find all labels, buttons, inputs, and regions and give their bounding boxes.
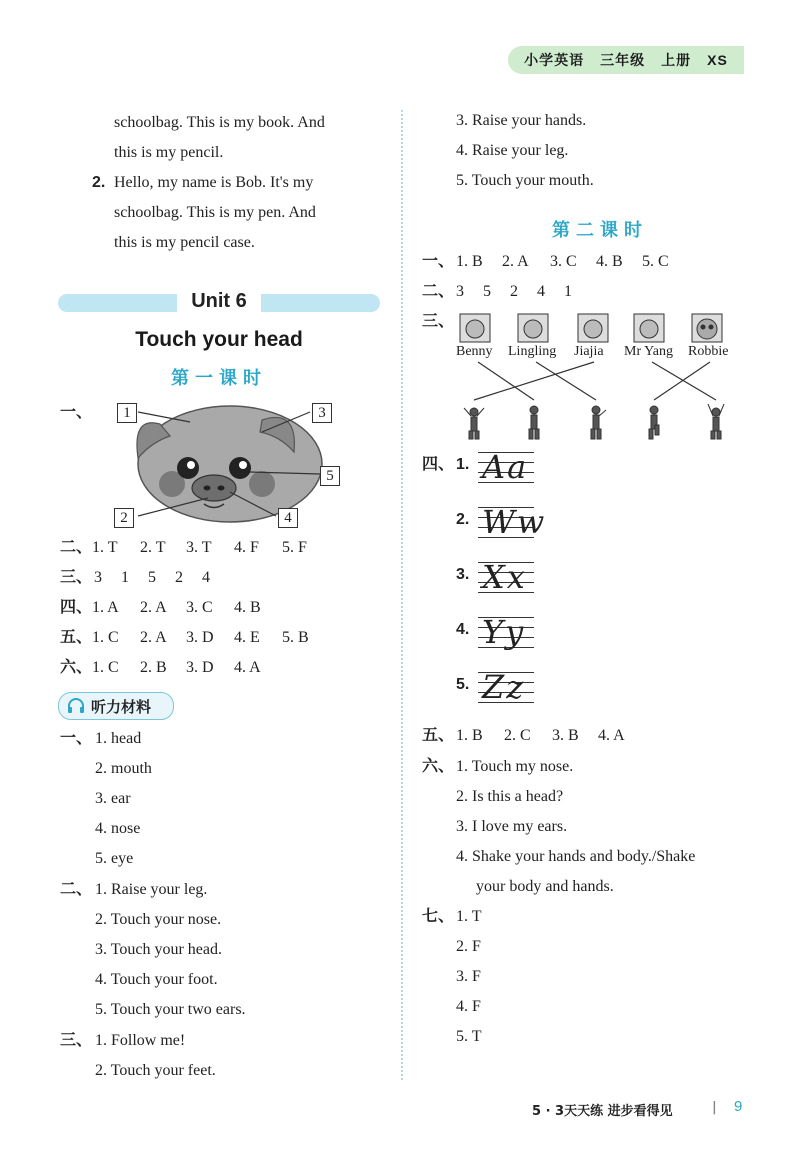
letter-guide bbox=[478, 503, 547, 541]
q6-item: 2. B bbox=[140, 659, 167, 676]
pig-label-5: 5 bbox=[320, 466, 340, 486]
pig-label-3: 3 bbox=[312, 403, 332, 423]
r-q1-item: 5. C bbox=[642, 253, 669, 270]
portrait-icon bbox=[578, 314, 608, 342]
name-mr-yang: Mr Yang bbox=[624, 344, 674, 359]
q4-item: 3. C bbox=[186, 599, 213, 616]
r-q7-line: 3. F bbox=[456, 968, 481, 985]
r-q6-label: 六、 bbox=[422, 758, 455, 775]
r-q4-label: 四、 bbox=[422, 456, 455, 473]
letter-text: Zz bbox=[482, 668, 526, 706]
q5-item: 1. C bbox=[92, 629, 119, 646]
listen-line: 1. Follow me! bbox=[95, 1032, 186, 1049]
listen-line: 4. Touch your foot. bbox=[95, 971, 218, 988]
listen-line: 3. ear bbox=[95, 790, 131, 807]
q3-item: 2 bbox=[175, 569, 183, 586]
r-q5-item: 4. A bbox=[598, 727, 625, 744]
r-q1-item: 3. C bbox=[550, 253, 577, 270]
r-q7-line: 4. F bbox=[456, 998, 481, 1015]
grade-label: 三年级 bbox=[600, 52, 646, 68]
q6-item: 4. A bbox=[234, 659, 261, 676]
portrait-icon bbox=[634, 314, 664, 342]
r-q6-line: 4. Shake your hands and body./Shake bbox=[456, 848, 696, 865]
figure-icon bbox=[649, 406, 659, 439]
listen-line: 4. nose bbox=[95, 820, 141, 837]
q2-item: 1. T bbox=[92, 539, 118, 556]
figure-icon bbox=[708, 404, 724, 439]
letter-guide bbox=[478, 668, 534, 706]
q5-label: 五、 bbox=[60, 629, 93, 646]
listen-line: 2. mouth bbox=[95, 760, 152, 777]
listen-1-label: 一、 bbox=[60, 730, 93, 747]
q6-item: 1. C bbox=[92, 659, 119, 676]
headphones-icon bbox=[67, 698, 85, 714]
letter-num: 1. bbox=[456, 456, 470, 473]
r-q2-item: 5 bbox=[483, 283, 491, 300]
q3-label: 三、 bbox=[60, 569, 93, 586]
r-q1-item: 1. B bbox=[456, 253, 483, 270]
unit-title: Unit 6 bbox=[58, 290, 380, 313]
r-q2-item: 1 bbox=[564, 283, 572, 300]
header-badge bbox=[508, 46, 744, 74]
letter-text: Xx bbox=[482, 558, 527, 596]
q5-item: 3. D bbox=[186, 629, 214, 646]
pig-illustration bbox=[112, 396, 342, 528]
robot-icon bbox=[692, 314, 722, 342]
listen-line: 5. eye bbox=[95, 850, 134, 867]
prev-line-4: schoolbag. This is my pen. And bbox=[114, 204, 316, 221]
footer-slogan: 5 · 3天天练 进步看得见 bbox=[532, 1104, 673, 1119]
q4-item: 4. B bbox=[234, 599, 261, 616]
q5-item: 2. A bbox=[140, 629, 167, 646]
r-q5-item: 1. B bbox=[456, 727, 483, 744]
people-names bbox=[456, 344, 746, 362]
volume-label: 上册 bbox=[661, 52, 692, 68]
q2-item: 4. F bbox=[234, 539, 259, 556]
letter-guide bbox=[478, 558, 534, 596]
prev-line-3: Hello, my name is Bob. It's my bbox=[114, 174, 314, 191]
r-q2-item: 2 bbox=[510, 283, 518, 300]
column-divider bbox=[401, 110, 403, 1080]
prev-line-5: this is my pencil case. bbox=[114, 234, 255, 251]
letter-text: Yy bbox=[482, 613, 526, 651]
r-q6-line: your body and hands. bbox=[476, 878, 614, 895]
unit-subtitle: Touch your head bbox=[135, 328, 303, 351]
r-q2-item: 3 bbox=[456, 283, 464, 300]
name-lingling: Lingling bbox=[508, 344, 557, 359]
lesson-1-heading: 第一课时 bbox=[171, 368, 267, 389]
q3-item: 3 bbox=[94, 569, 102, 586]
pig-label-2: 2 bbox=[114, 508, 134, 528]
listen-line: 2. Touch your nose. bbox=[95, 911, 222, 928]
q2-item: 2. T bbox=[140, 539, 166, 556]
cont-line: 5. Touch your mouth. bbox=[456, 172, 594, 189]
pig-label-1: 1 bbox=[117, 403, 137, 423]
portrait-icon bbox=[518, 314, 548, 342]
name-robbie: Robbie bbox=[688, 344, 729, 359]
edition-label: XS bbox=[707, 52, 728, 68]
q3-item: 4 bbox=[202, 569, 210, 586]
prev-number: 2. bbox=[92, 174, 106, 191]
figure-icon bbox=[529, 406, 539, 439]
listen-3-label: 三、 bbox=[60, 1032, 93, 1049]
r-q7-line: 5. T bbox=[456, 1028, 482, 1045]
r-q5-label: 五、 bbox=[422, 727, 455, 744]
listen-line: 1. Raise your leg. bbox=[95, 881, 208, 898]
listen-line: 2. Touch your feet. bbox=[95, 1062, 216, 1079]
portrait-icon bbox=[460, 314, 490, 342]
q4-item: 2. A bbox=[140, 599, 167, 616]
listen-line: 1. head bbox=[95, 730, 142, 747]
r-q5-item: 2. C bbox=[504, 727, 531, 744]
r-q1-item: 2. A bbox=[502, 253, 529, 270]
q1-label: 一、 bbox=[60, 404, 93, 421]
r-q7-line: 2. F bbox=[456, 938, 481, 955]
r-q6-line: 3. I love my ears. bbox=[456, 818, 568, 835]
cont-line: 3. Raise your hands. bbox=[456, 112, 587, 129]
letter-guide bbox=[478, 448, 534, 486]
footer-separator: | bbox=[712, 1100, 717, 1115]
r-q2-item: 4 bbox=[537, 283, 545, 300]
pig-label-4: 4 bbox=[278, 508, 298, 528]
letter-num: 3. bbox=[456, 566, 470, 583]
r-q7-label: 七、 bbox=[422, 908, 455, 925]
q6-item: 3. D bbox=[186, 659, 214, 676]
r-q6-line: 1. Touch my nose. bbox=[456, 758, 574, 775]
name-benny: Benny bbox=[456, 344, 493, 359]
q5-item: 4. E bbox=[234, 629, 260, 646]
listening-title: 听力材料 bbox=[91, 697, 152, 716]
q3-item: 1 bbox=[121, 569, 129, 586]
r-q6-line: 2. Is this a head? bbox=[456, 788, 564, 805]
page-number: 9 bbox=[734, 1098, 743, 1115]
prev-line-1: schoolbag. This is my book. And bbox=[114, 114, 325, 131]
q4-item: 1. A bbox=[92, 599, 119, 616]
name-jiajia: Jiajia bbox=[574, 344, 604, 359]
q2-label: 二、 bbox=[60, 539, 93, 556]
figure-icon bbox=[591, 406, 606, 439]
figure-icon bbox=[464, 408, 484, 439]
r-q3-label: 三、 bbox=[422, 313, 455, 330]
lesson-2-heading: 第二课时 bbox=[552, 220, 648, 241]
listen-2-label: 二、 bbox=[60, 881, 93, 898]
r-q2-label: 二、 bbox=[422, 283, 455, 300]
listening-tag bbox=[58, 692, 174, 720]
q3-item: 5 bbox=[148, 569, 156, 586]
cont-line: 4. Raise your leg. bbox=[456, 142, 569, 159]
r-q1-item: 4. B bbox=[596, 253, 623, 270]
prev-line-2: this is my pencil. bbox=[114, 144, 224, 161]
letter-guide bbox=[478, 613, 534, 651]
r-q5-item: 3. B bbox=[552, 727, 579, 744]
q4-label: 四、 bbox=[60, 599, 93, 616]
q2-item: 3. T bbox=[186, 539, 212, 556]
r-q1-label: 一、 bbox=[422, 253, 455, 270]
listen-line: 5. Touch your two ears. bbox=[95, 1001, 246, 1018]
letter-num: 2. bbox=[456, 511, 470, 528]
r-q7-line: 1. T bbox=[456, 908, 482, 925]
letter-text: Ww bbox=[482, 503, 547, 541]
letter-num: 4. bbox=[456, 621, 470, 638]
listen-line: 3. Touch your head. bbox=[95, 941, 222, 958]
subject-label: 小学英语 bbox=[524, 52, 585, 68]
q2-item: 5. F bbox=[282, 539, 307, 556]
q6-label: 六、 bbox=[60, 659, 93, 676]
letter-num: 5. bbox=[456, 676, 470, 693]
q5-item: 5. B bbox=[282, 629, 309, 646]
matching-figure bbox=[454, 312, 744, 448]
letter-text: Aa bbox=[482, 448, 529, 486]
